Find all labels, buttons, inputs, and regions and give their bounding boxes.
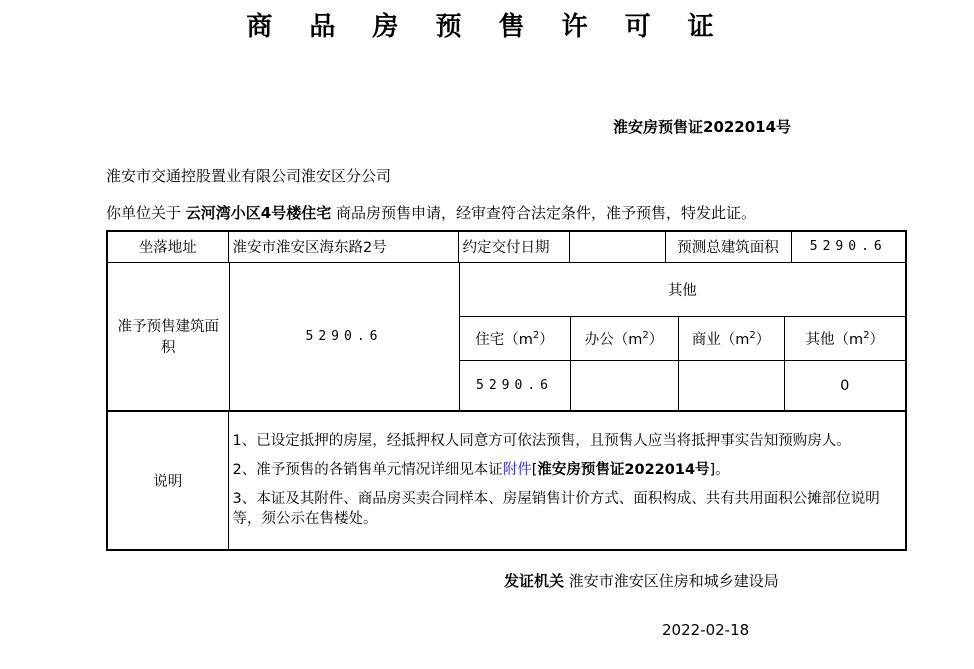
note-1: 1、已设定抵押的房屋，经抵押权人同意方可依法预售，且预售人应当将抵押事实告知预购房人。 [232, 433, 851, 450]
other-header: 其他 [459, 263, 905, 317]
other-value: 0 [784, 361, 905, 411]
commercial-header: 商业$(m^2)$ [678, 317, 784, 361]
intro-suffix: 商品房预售申请，经审查符合法定条件，准予预售，特发此证。 [336, 204, 757, 222]
document-title: 商 品 房 预 售 许 可 证 [246, 12, 728, 42]
company-name: 淮安市交通控股置业有限公司淮安区分公司 [106, 167, 392, 185]
notes-label: 说明 [107, 412, 228, 550]
project-name: 云河湾小区4号楼住宅 [185, 204, 332, 222]
attachment-link[interactable]: 附件 [502, 462, 532, 479]
issuer-name: 淮安市淮安区住房和城乡建设局 [568, 572, 779, 590]
commercial-value [678, 361, 784, 411]
residential-header: 住宅$(m^2)$ [459, 317, 570, 361]
intro-statement [106, 202, 756, 223]
total-area-label: 预测总建筑面积 [665, 231, 791, 262]
issue-date: 2022-02-18 [662, 621, 750, 639]
location-value: 淮安市淮安区海东路2号 [228, 231, 458, 262]
office-header: 办公$(m^2)$ [570, 317, 678, 361]
issuer-label: 发证机关 [504, 572, 565, 590]
delivery-date-value [569, 231, 665, 262]
certificate-number: 淮安房预售证2022014号 [613, 118, 792, 136]
presale-area-label: 准予预售建筑面积 [108, 263, 229, 411]
note-2: 2、准予预售的各销售单元情况详细见本证附件[淮安房预售证2022014号]。 [232, 462, 730, 479]
presale-area-value: 5290.6 [229, 263, 459, 411]
intro-prefix: 你单位关于 [106, 204, 182, 222]
issuer [504, 570, 779, 591]
residential-value: 5290.6 [459, 361, 570, 411]
note-2-cert-no: 淮安房预售证2022014号 [537, 462, 710, 479]
office-value [570, 361, 678, 411]
note-3: 3、本证及其附件、商品房买卖合同样本、房屋销售计价方式、面积构成、共有共用面积公摊部位说明等，须公示在售楼处。 [232, 491, 880, 528]
other-sub-header: 其他$(m^2)$ [784, 317, 905, 361]
total-area-value: 5290.6 [791, 231, 906, 262]
location-label: 坐落地址 [107, 231, 228, 262]
notes-content [228, 412, 906, 550]
permit-table [106, 230, 907, 551]
delivery-date-label: 约定交付日期 [458, 231, 569, 262]
